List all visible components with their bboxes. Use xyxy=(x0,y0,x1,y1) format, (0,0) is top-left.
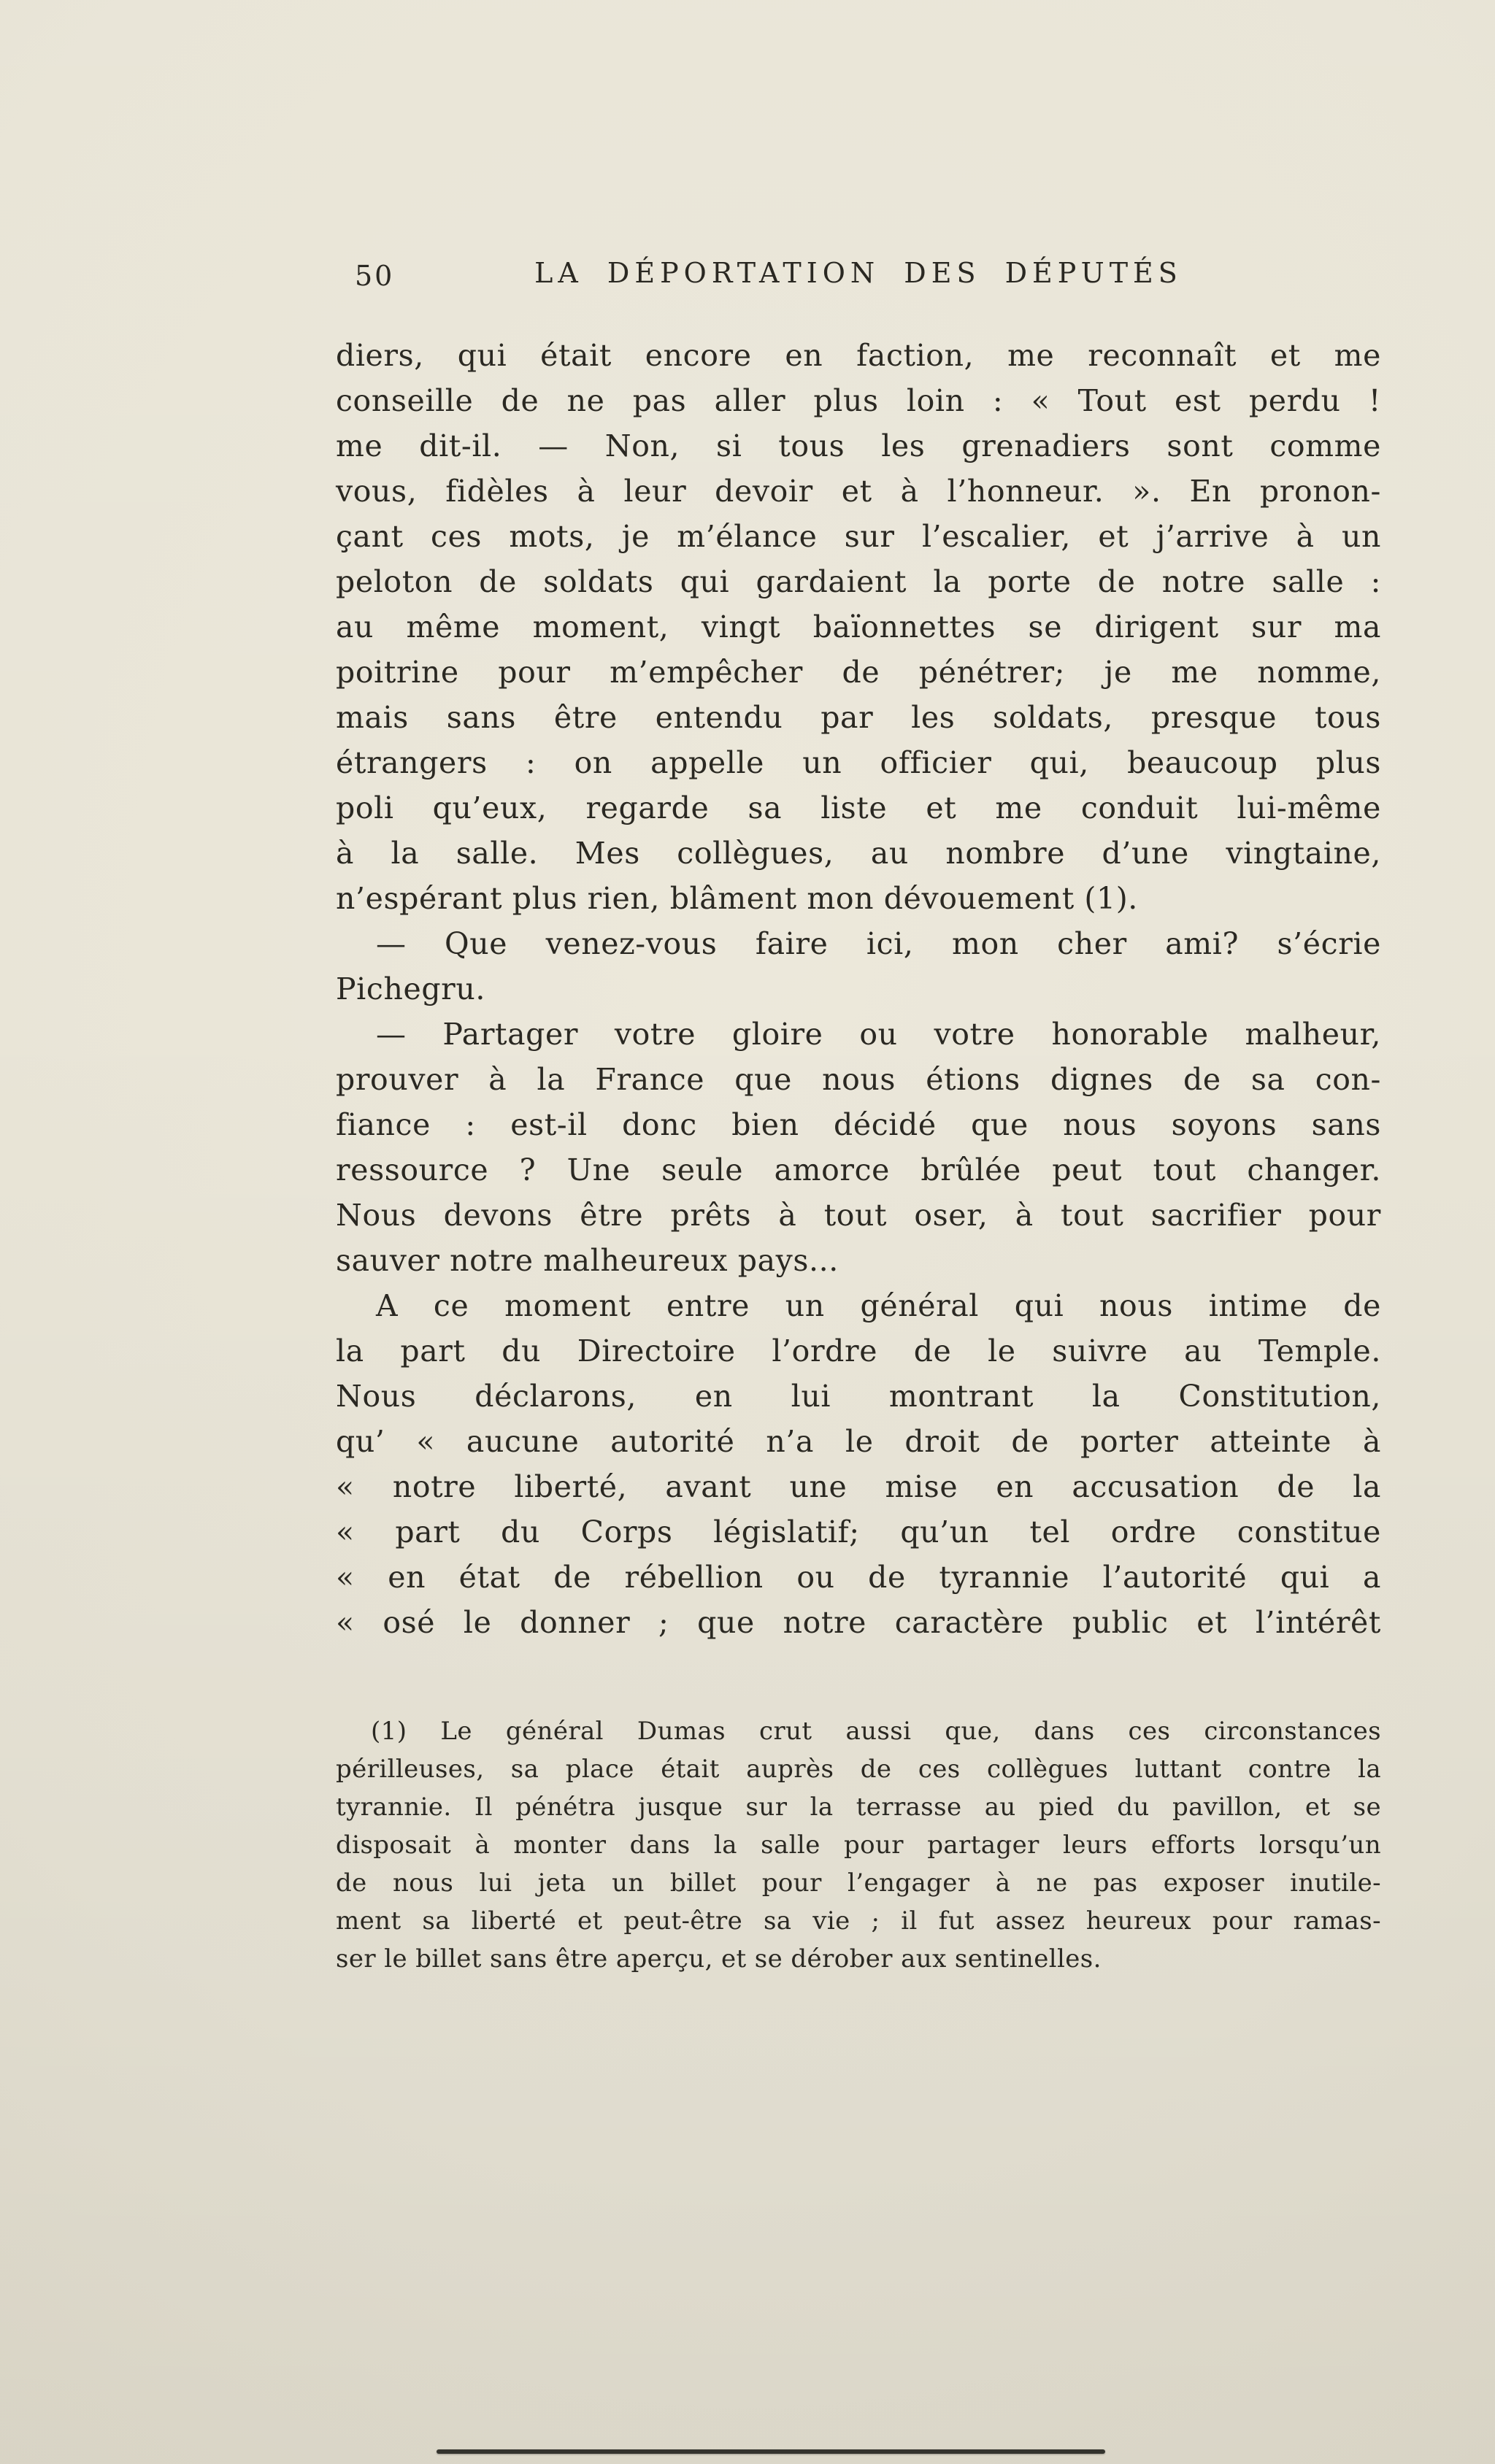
body-text xyxy=(336,333,1381,1645)
body-line: poitrine pour m’empêcher de pénétrer; je me nomme, xyxy=(336,655,1381,690)
body-line: mais sans être entendu par les soldats, presque tous xyxy=(336,700,1381,735)
body-line: Pichegru. xyxy=(336,971,486,1006)
body-line: poli qu’eux, regarde sa liste et me conduit lui-même xyxy=(336,790,1381,825)
body-line: au même moment, vingt baïonnettes se dirigent sur ma xyxy=(336,609,1381,644)
page-bottom-edge xyxy=(437,2449,1105,2454)
body-line: Nous devons être prêts à tout oser, à tout sacrifier pour xyxy=(336,1198,1381,1233)
footnote-line: ser le billet sans être aperçu, et se dérober aux sentinelles. xyxy=(336,1944,1102,1974)
body-line: étrangers : on appelle un officier qui, beaucoup plus xyxy=(336,745,1381,780)
body-line: peloton de soldats qui gardaient la porte de notre salle : xyxy=(336,564,1381,599)
page-header xyxy=(336,257,1381,304)
footnote xyxy=(336,1712,1381,1978)
footnote-line: disposait à monter dans la salle pour partager leurs efforts lorsqu’un xyxy=(336,1830,1381,1860)
body-line: fiance : est-il donc bien décidé que nous soyons sans xyxy=(336,1107,1381,1142)
footnote-line: ment sa liberté et peut-être sa vie ; il fut assez heureux pour ramas- xyxy=(336,1906,1381,1936)
body-line: me dit-il. — Non, si tous les grenadiers sont comme xyxy=(336,428,1381,463)
running-title: LA DÉPORTATION DES DÉPUTÉS xyxy=(534,257,1183,289)
body-line: — Partager votre gloire ou votre honorable malheur, xyxy=(376,1017,1381,1052)
footnote-line: de nous lui jeta un billet pour l’engager à ne pas exposer inutile- xyxy=(336,1868,1381,1898)
body-line: sauver notre malheureux pays... xyxy=(336,1243,839,1278)
footnote-line: périlleuses, sa place était auprès de ces collègues luttant contre la xyxy=(336,1755,1381,1784)
page-number: 50 xyxy=(355,260,395,292)
footnote-line: (1) Le général Dumas crut aussi que, dans ces circonstances xyxy=(371,1717,1381,1746)
body-line: Nous déclarons, en lui montrant la Constitution, xyxy=(336,1379,1381,1414)
body-line: n’espérant plus rien, blâment mon dévouement (1). xyxy=(336,881,1138,916)
body-line: la part du Directoire l’ordre de le suivre au Temple. xyxy=(336,1333,1381,1368)
text-block xyxy=(336,257,1381,1978)
body-line: çant ces mots, je m’élance sur l’escalier, et j’arrive à un xyxy=(336,519,1381,554)
body-line: « notre liberté, avant une mise en accusation de la xyxy=(336,1469,1381,1504)
footnote-line: tyrannie. Il pénétra jusque sur la terrasse au pied du pavillon, et se xyxy=(336,1793,1381,1822)
body-line: conseille de ne pas aller plus loin : « Tout est perdu ! xyxy=(336,383,1381,418)
body-line: prouver à la France que nous étions dignes de sa con- xyxy=(336,1062,1381,1097)
body-line: diers, qui était encore en faction, me reconnaît et me xyxy=(336,338,1381,373)
body-line: qu’ « aucune autorité n’a le droit de porter atteinte à xyxy=(336,1424,1381,1459)
body-line: à la salle. Mes collègues, au nombre d’une vingtaine, xyxy=(336,836,1381,871)
body-line: — Que venez-vous faire ici, mon cher ami? s’écrie xyxy=(376,926,1381,961)
body-line: « osé le donner ; que notre caractère public et l’intérêt xyxy=(336,1605,1381,1640)
body-line: ressource ? Une seule amorce brûlée peut tout changer. xyxy=(336,1152,1381,1187)
body-line: « en état de rébellion ou de tyrannie l’autorité qui a xyxy=(336,1560,1381,1595)
body-line: « part du Corps législatif; qu’un tel ordre constitue xyxy=(336,1514,1381,1549)
body-line: vous, fidèles à leur devoir et à l’honneur. ». En pronon- xyxy=(336,474,1381,509)
body-line: A ce moment entre un général qui nous intime de xyxy=(376,1288,1381,1323)
